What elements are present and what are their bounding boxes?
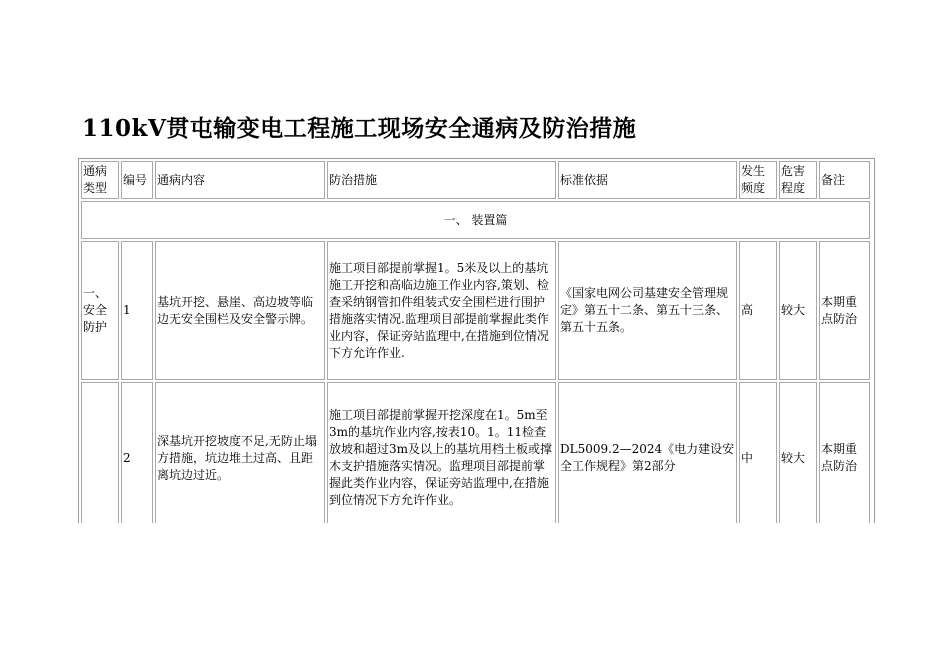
cell-no: 2: [121, 382, 153, 523]
header-frequency: 发生频度: [739, 161, 777, 199]
cell-frequency: 中: [739, 382, 777, 523]
cell-frequency: 高: [739, 241, 777, 380]
table-row: [81, 382, 870, 523]
cell-content: 基坑开挖、悬崖、高边坡等临边无安全围栏及安全警示牌。: [155, 241, 325, 380]
cell-hazard: 较大: [779, 241, 817, 380]
section-title: 一、 装置篇: [81, 201, 870, 239]
header-no: 编号: [121, 161, 153, 199]
table-row: [81, 241, 870, 380]
cell-standard: 《国家电网公司基建安全管理规定》第五十二条、第五十三条、第五十五条。: [558, 241, 737, 380]
cell-remark: 本期重点防治: [819, 241, 870, 380]
header-content: 通病内容: [155, 161, 325, 199]
cell-hazard: 较大: [779, 382, 817, 523]
cell-measures: 施工项目部提前掌握1。5米及以上的基坑施工开挖和高临边施工作业内容,策划、检查采纳钢管扣件组装式安全围栏进行围护措施落实情况.监理项目部提前掌握此类作业内容，保证旁站监理中,在措施到位情况下方允许作业.: [327, 241, 556, 380]
header-measures: 防治措施: [327, 161, 556, 199]
cell-remark: 本期重点防治: [819, 382, 870, 523]
header-hazard: 危害程度: [779, 161, 817, 199]
header-remark: 备注: [819, 161, 870, 199]
header-standard: 标准依据: [558, 161, 737, 199]
page-title: 110kV贯屯输变电工程施工现场安全通病及防治措施: [82, 115, 637, 142]
cell-standard: DL5009.2—2024《电力建设安全工作规程》第2部分: [558, 382, 737, 523]
cell-type: 一、安全防护: [81, 241, 119, 380]
measures-table: [79, 159, 872, 523]
header-type: 通病类型: [81, 161, 119, 199]
cell-type: [81, 382, 119, 523]
cell-content: 深基坑开挖坡度不足,无防止塌方措施，坑边堆土过高、且距离坑边过近。: [155, 382, 325, 523]
measures-table-container: [78, 158, 875, 523]
cell-measures: 施工项目部提前掌握开挖深度在1。5m至3m的基坑作业内容,按表10。1。11检查放坡和超过3m及以上的基坑用档土板或撑木支护措施落实情况。监理项目部提前掌握此类作业内容，保证旁站监理中,在措施到位情况下方允许作业。: [327, 382, 556, 523]
header-row: [81, 161, 870, 199]
section-row: [81, 201, 870, 239]
cell-no: 1: [121, 241, 153, 380]
